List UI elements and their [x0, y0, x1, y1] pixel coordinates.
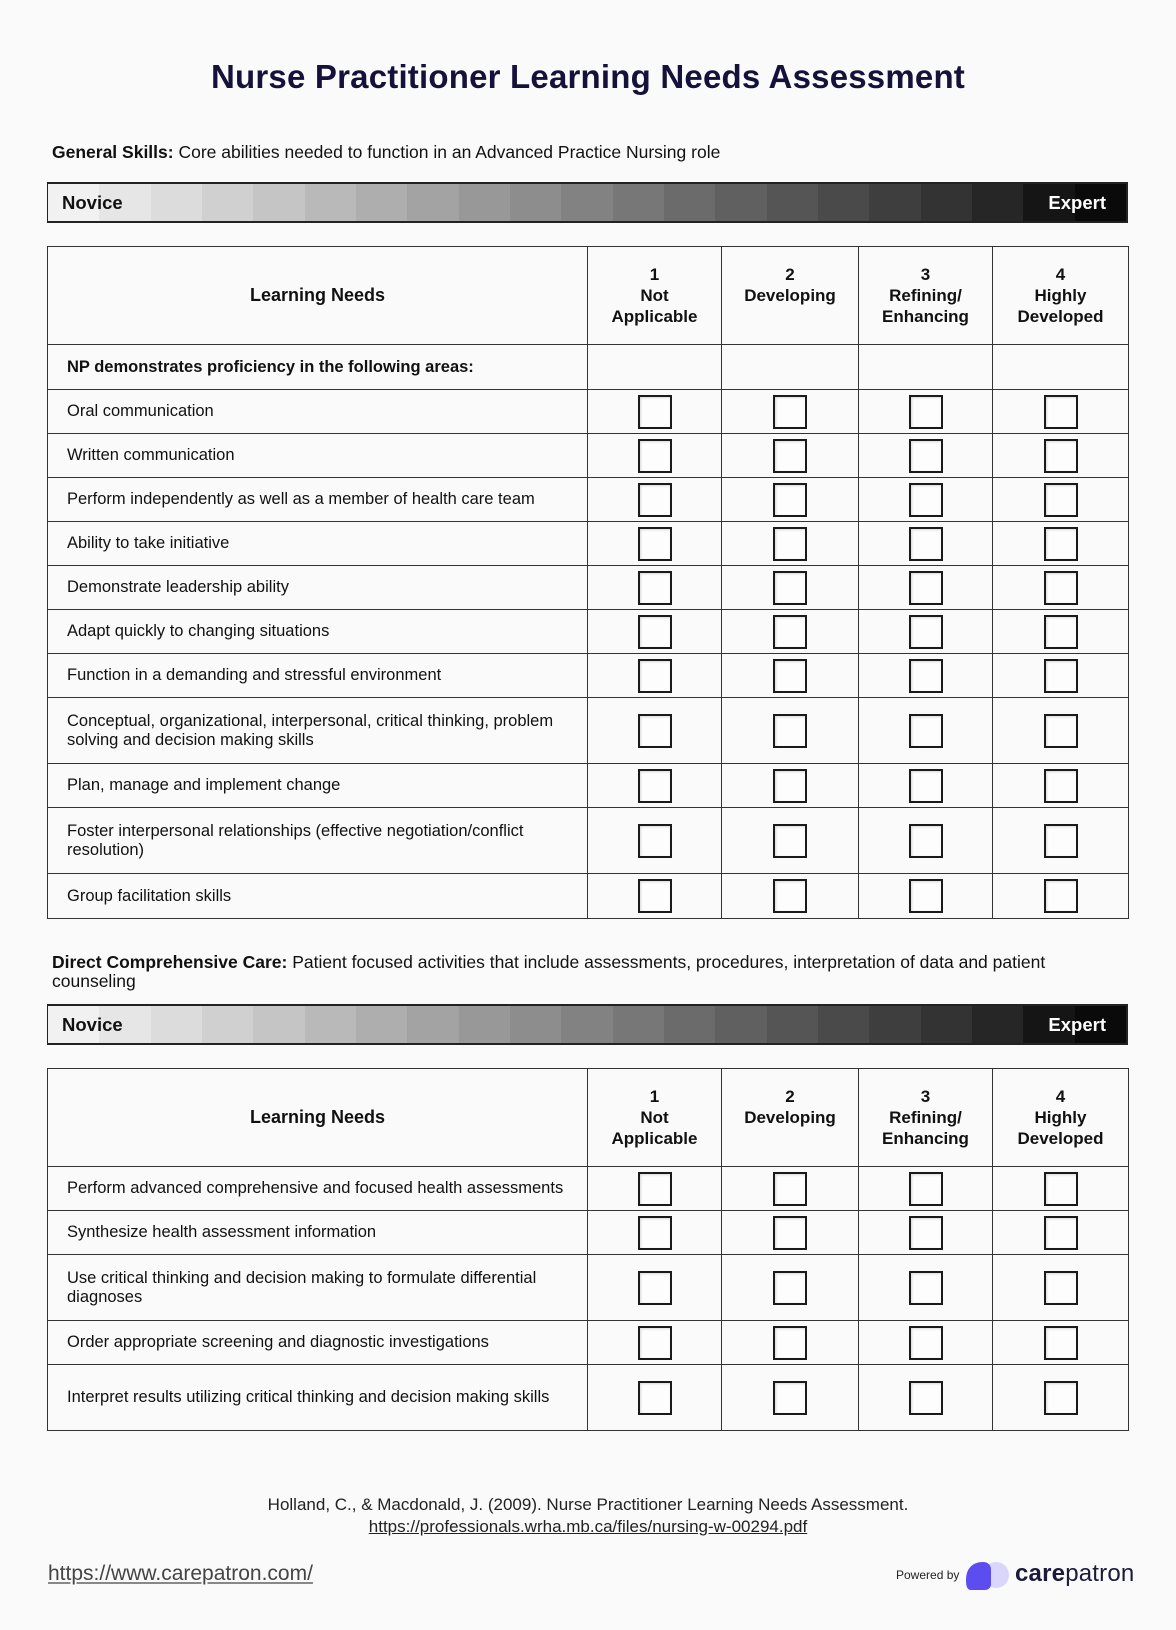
rating-checkbox-4[interactable]	[1044, 571, 1078, 605]
rating-checkbox-4[interactable]	[1044, 395, 1078, 429]
rating-label: Developing	[744, 286, 836, 305]
rating-checkbox-2[interactable]	[773, 571, 807, 605]
scale-novice-label: Novice	[62, 1013, 123, 1035]
rating-cell	[859, 698, 993, 764]
scale-step	[253, 1006, 304, 1043]
learning-need-text: Group facilitation skills	[48, 874, 588, 919]
learning-need-text: Conceptual, organizational, interpersonal, critical thinking, problem solving and decision making skills	[48, 698, 588, 764]
scale-step	[664, 1006, 715, 1043]
rating-cell	[588, 764, 722, 808]
rating-checkbox-3[interactable]	[909, 527, 943, 561]
rating-checkbox-3[interactable]	[909, 483, 943, 517]
scale-step	[356, 1006, 407, 1043]
table-row	[48, 654, 1129, 698]
scale-step	[356, 184, 407, 221]
rating-cell	[993, 1167, 1129, 1211]
scale-step	[510, 184, 561, 221]
novice-expert-scale	[47, 182, 1128, 223]
table-header-row	[48, 1069, 1129, 1167]
rating-cell	[993, 478, 1129, 522]
rating-checkbox-2[interactable]	[773, 1172, 807, 1206]
learning-need-text: Oral communication	[48, 390, 588, 434]
carepatron-brand	[1015, 1560, 1134, 1588]
header-rating-3	[859, 247, 993, 345]
scale-step	[613, 184, 664, 221]
rating-cell	[859, 1211, 993, 1255]
scale-expert-label: Expert	[1048, 1013, 1106, 1035]
rating-checkbox-4[interactable]	[1044, 769, 1078, 803]
rating-checkbox-1[interactable]	[638, 659, 672, 693]
rating-label: Developing	[744, 1108, 836, 1127]
rating-label: Developed	[1017, 1129, 1104, 1148]
citation	[0, 1494, 1176, 1538]
rating-checkbox-1[interactable]	[638, 1172, 672, 1206]
citation-text: Holland, C., & Macdonald, J. (2009). Nurse Practitioner Learning Needs Assessment.	[267, 1495, 909, 1514]
scale-step	[202, 184, 253, 221]
rating-number: 4	[1055, 1087, 1066, 1106]
scale-novice-label: Novice	[62, 191, 123, 213]
rating-checkbox-2[interactable]	[773, 439, 807, 473]
rating-cell	[588, 874, 722, 919]
rating-checkbox-1[interactable]	[638, 1271, 672, 1305]
rating-cell	[722, 874, 859, 919]
rating-checkbox-1[interactable]	[638, 714, 672, 748]
rating-cell	[722, 390, 859, 434]
rating-cell	[859, 1365, 993, 1431]
rating-checkbox-3[interactable]	[909, 615, 943, 649]
rating-cell	[722, 764, 859, 808]
rating-checkbox-2[interactable]	[773, 879, 807, 913]
rating-number: 1	[649, 265, 660, 284]
rating-checkbox-3[interactable]	[909, 824, 943, 858]
rating-cell	[588, 566, 722, 610]
page-title: Nurse Practitioner Learning Needs Assessment	[210, 58, 965, 95]
empty-cell	[859, 345, 993, 390]
rating-cell	[588, 808, 722, 874]
rating-cell	[859, 874, 993, 919]
citation-link[interactable]: https://professionals.wrha.mb.ca/files/nursing-w-00294.pdf	[368, 1517, 808, 1536]
scale-step	[459, 184, 510, 221]
rating-cell	[588, 522, 722, 566]
rating-cell	[859, 1255, 993, 1321]
learning-need-text: Adapt quickly to changing situations	[48, 610, 588, 654]
rating-cell	[993, 522, 1129, 566]
rating-checkbox-1[interactable]	[638, 1216, 672, 1250]
header-rating-2	[722, 1069, 859, 1167]
scale-step	[561, 1006, 612, 1043]
rating-cell	[859, 1321, 993, 1365]
header-learning-needs: Learning Needs	[48, 1069, 588, 1167]
table-row	[48, 1167, 1129, 1211]
empty-cell	[993, 345, 1129, 390]
rating-cell	[859, 390, 993, 434]
rating-checkbox-1[interactable]	[638, 483, 672, 517]
rating-cell	[993, 1211, 1129, 1255]
learning-need-text: Foster interpersonal relationships (effective negotiation/conflict resolution)	[48, 808, 588, 874]
scale-step	[253, 184, 304, 221]
scale-step	[818, 1006, 869, 1043]
rating-cell	[859, 522, 993, 566]
rating-checkbox-1[interactable]	[638, 1381, 672, 1415]
scale-step	[972, 1006, 1023, 1043]
header-learning-needs: Learning Needs	[48, 247, 588, 345]
table-row	[48, 1321, 1129, 1365]
rating-checkbox-2[interactable]	[773, 824, 807, 858]
header-rating-4	[993, 1069, 1129, 1167]
rating-checkbox-2[interactable]	[773, 769, 807, 803]
scale-step	[151, 184, 202, 221]
rating-cell	[722, 566, 859, 610]
rating-label: Applicable	[611, 307, 698, 326]
learning-need-text: Interpret results utilizing critical thinking and decision making skills	[48, 1365, 588, 1431]
rating-cell	[993, 874, 1129, 919]
scale-step	[305, 184, 356, 221]
rating-checkbox-1[interactable]	[638, 824, 672, 858]
table-row	[48, 1211, 1129, 1255]
rating-cell	[993, 808, 1129, 874]
scale-steps	[48, 184, 1126, 221]
table-row	[48, 390, 1129, 434]
learning-need-text: Use critical thinking and decision making to formulate differential diagnoses	[48, 1255, 588, 1321]
rating-cell	[993, 390, 1129, 434]
rating-cell	[722, 1167, 859, 1211]
rating-number: 4	[1055, 265, 1066, 284]
rating-cell	[588, 698, 722, 764]
rating-cell	[993, 566, 1129, 610]
scale-step	[715, 1006, 766, 1043]
learning-need-text: Order appropriate screening and diagnostic investigations	[48, 1321, 588, 1365]
section-title: Direct Comprehensive Care:	[52, 952, 288, 972]
rating-cell	[588, 610, 722, 654]
learning-need-text: Demonstrate leadership ability	[48, 566, 588, 610]
rating-checkbox-4[interactable]	[1044, 615, 1078, 649]
brand-regular: patron	[1065, 1560, 1135, 1587]
rating-cell	[859, 654, 993, 698]
scale-step	[510, 1006, 561, 1043]
rating-checkbox-4[interactable]	[1044, 659, 1078, 693]
rating-cell	[993, 698, 1129, 764]
table-row	[48, 566, 1129, 610]
rating-checkbox-3[interactable]	[909, 1271, 943, 1305]
rating-cell	[588, 390, 722, 434]
rating-cell	[722, 478, 859, 522]
rating-checkbox-4[interactable]	[1044, 439, 1078, 473]
learning-need-text: Written communication	[48, 434, 588, 478]
rating-label: Not	[640, 286, 669, 305]
novice-expert-scale	[47, 1004, 1128, 1045]
rating-label: Enhancing	[882, 307, 969, 326]
scale-step	[459, 1006, 510, 1043]
rating-checkbox-4[interactable]	[1044, 483, 1078, 517]
rating-cell	[722, 522, 859, 566]
rating-checkbox-4[interactable]	[1044, 714, 1078, 748]
rating-cell	[588, 1365, 722, 1431]
rating-label: Highly	[1034, 286, 1087, 305]
rating-checkbox-3[interactable]	[909, 439, 943, 473]
rating-checkbox-2[interactable]	[773, 1326, 807, 1360]
rating-number: 2	[785, 265, 795, 284]
rating-cell	[588, 1255, 722, 1321]
rating-cell	[859, 764, 993, 808]
table-subheading-row	[48, 345, 1129, 390]
rating-number: 3	[920, 265, 931, 284]
rating-checkbox-3[interactable]	[909, 395, 943, 429]
table-row	[48, 610, 1129, 654]
rating-cell	[993, 434, 1129, 478]
rating-cell	[722, 1255, 859, 1321]
rating-cell	[859, 808, 993, 874]
table-row	[48, 434, 1129, 478]
rating-checkbox-4[interactable]	[1044, 1172, 1078, 1206]
rating-checkbox-1[interactable]	[638, 527, 672, 561]
table-row	[48, 764, 1129, 808]
rating-checkbox-2[interactable]	[773, 1271, 807, 1305]
section-text: Core abilities needed to function in an Advanced Practice Nursing role	[178, 142, 721, 162]
rating-label: Applicable	[611, 1129, 698, 1148]
rating-cell	[993, 1321, 1129, 1365]
rating-cell	[993, 764, 1129, 808]
rating-cell	[722, 1365, 859, 1431]
rating-cell	[722, 610, 859, 654]
scale-steps	[48, 1006, 1126, 1043]
table-row	[48, 698, 1129, 764]
table-row	[48, 478, 1129, 522]
scale-step	[664, 184, 715, 221]
table-row	[48, 874, 1129, 919]
rating-checkbox-3[interactable]	[909, 769, 943, 803]
rating-checkbox-2[interactable]	[773, 659, 807, 693]
rating-cell	[993, 1255, 1129, 1321]
scale-step	[305, 1006, 356, 1043]
rating-checkbox-2[interactable]	[773, 1381, 807, 1415]
learning-needs-table-direct-care	[47, 1068, 1129, 1431]
rating-cell	[722, 434, 859, 478]
rating-cell	[722, 808, 859, 874]
scale-step	[869, 1006, 920, 1043]
rating-checkbox-1[interactable]	[638, 439, 672, 473]
scale-step	[972, 184, 1023, 221]
rating-number: 2	[785, 1087, 795, 1106]
table-row	[48, 808, 1129, 874]
rating-cell	[722, 654, 859, 698]
rating-checkbox-2[interactable]	[773, 527, 807, 561]
scale-step	[818, 184, 869, 221]
rating-checkbox-4[interactable]	[1044, 527, 1078, 561]
scale-step	[151, 1006, 202, 1043]
table-header-row	[48, 247, 1129, 345]
rating-cell	[993, 1365, 1129, 1431]
rating-cell	[859, 434, 993, 478]
learning-need-text: Function in a demanding and stressful environment	[48, 654, 588, 698]
subheading-text: NP demonstrates proficiency in the following areas:	[48, 345, 588, 390]
scale-step	[202, 1006, 253, 1043]
table-row	[48, 522, 1129, 566]
rating-cell	[588, 654, 722, 698]
empty-cell	[722, 345, 859, 390]
rating-cell	[722, 1321, 859, 1365]
scale-step	[613, 1006, 664, 1043]
scale-step	[407, 184, 458, 221]
rating-cell	[859, 478, 993, 522]
rating-checkbox-3[interactable]	[909, 1326, 943, 1360]
rating-checkbox-2[interactable]	[773, 395, 807, 429]
rating-cell	[859, 1167, 993, 1211]
table-row	[48, 1365, 1129, 1431]
rating-checkbox-2[interactable]	[773, 714, 807, 748]
learning-need-text: Perform advanced comprehensive and focused health assessments	[48, 1167, 588, 1211]
rating-checkbox-4[interactable]	[1044, 1326, 1078, 1360]
scale-expert-label: Expert	[1048, 191, 1106, 213]
carepatron-website-link[interactable]: https://www.carepatron.com/	[48, 1562, 313, 1585]
rating-checkbox-2[interactable]	[773, 1216, 807, 1250]
rating-label: Not	[640, 1108, 669, 1127]
learning-needs-table-general-skills	[47, 246, 1129, 919]
header-rating-1	[588, 247, 722, 345]
scale-step	[921, 1006, 972, 1043]
empty-cell	[588, 345, 722, 390]
rating-label: Refining/	[889, 1108, 962, 1127]
scale-step	[767, 1006, 818, 1043]
rating-checkbox-4[interactable]	[1044, 1216, 1078, 1250]
learning-need-text: Ability to take initiative	[48, 522, 588, 566]
header-rating-4	[993, 247, 1129, 345]
rating-checkbox-3[interactable]	[909, 1216, 943, 1250]
rating-label: Highly	[1034, 1108, 1087, 1127]
section-description-general-skills	[52, 143, 1112, 162]
rating-cell	[859, 566, 993, 610]
rating-checkbox-3[interactable]	[909, 714, 943, 748]
rating-cell	[588, 478, 722, 522]
learning-need-text: Perform independently as well as a member of health care team	[48, 478, 588, 522]
rating-number: 1	[649, 1087, 660, 1106]
rating-checkbox-3[interactable]	[909, 1172, 943, 1206]
rating-checkbox-1[interactable]	[638, 615, 672, 649]
rating-checkbox-4[interactable]	[1044, 1271, 1078, 1305]
header-rating-2	[722, 247, 859, 345]
rating-checkbox-3[interactable]	[909, 1381, 943, 1415]
section-text: Patient focused activities that include assessments, procedures, interpretation of data and patient counseling	[52, 952, 1046, 991]
scale-step	[715, 184, 766, 221]
rating-checkbox-4[interactable]	[1044, 1381, 1078, 1415]
learning-need-text: Plan, manage and implement change	[48, 764, 588, 808]
rating-cell	[588, 1211, 722, 1255]
rating-label: Developed	[1017, 307, 1104, 326]
section-title: General Skills:	[52, 142, 174, 162]
section-description-direct-care	[52, 953, 1112, 991]
brand-bold: care	[1015, 1560, 1066, 1587]
scale-step	[407, 1006, 458, 1043]
rating-checkbox-1[interactable]	[638, 879, 672, 913]
rating-cell	[588, 1167, 722, 1211]
scale-step	[869, 184, 920, 221]
rating-checkbox-2[interactable]	[773, 483, 807, 517]
learning-need-text: Synthesize health assessment information	[48, 1211, 588, 1255]
scale-step	[921, 184, 972, 221]
rating-checkbox-1[interactable]	[638, 395, 672, 429]
rating-checkbox-3[interactable]	[909, 879, 943, 913]
rating-checkbox-3[interactable]	[909, 659, 943, 693]
rating-checkbox-1[interactable]	[638, 571, 672, 605]
rating-checkbox-1[interactable]	[638, 769, 672, 803]
rating-cell	[993, 610, 1129, 654]
rating-cell	[588, 434, 722, 478]
powered-by-label: Powered by	[896, 1568, 960, 1582]
rating-cell	[859, 610, 993, 654]
header-rating-3	[859, 1069, 993, 1167]
rating-checkbox-2[interactable]	[773, 615, 807, 649]
rating-checkbox-4[interactable]	[1044, 879, 1078, 913]
rating-cell	[722, 698, 859, 764]
rating-cell	[588, 1321, 722, 1365]
carepatron-logo-icon	[965, 1560, 1011, 1592]
rating-checkbox-1[interactable]	[638, 1326, 672, 1360]
rating-checkbox-3[interactable]	[909, 571, 943, 605]
scale-step	[767, 184, 818, 221]
rating-cell	[993, 654, 1129, 698]
table-row	[48, 1255, 1129, 1321]
rating-number: 3	[920, 1087, 931, 1106]
rating-label: Refining/	[889, 286, 962, 305]
rating-cell	[722, 1211, 859, 1255]
rating-label: Enhancing	[882, 1129, 969, 1148]
rating-checkbox-4[interactable]	[1044, 824, 1078, 858]
header-rating-1	[588, 1069, 722, 1167]
scale-step	[561, 184, 612, 221]
